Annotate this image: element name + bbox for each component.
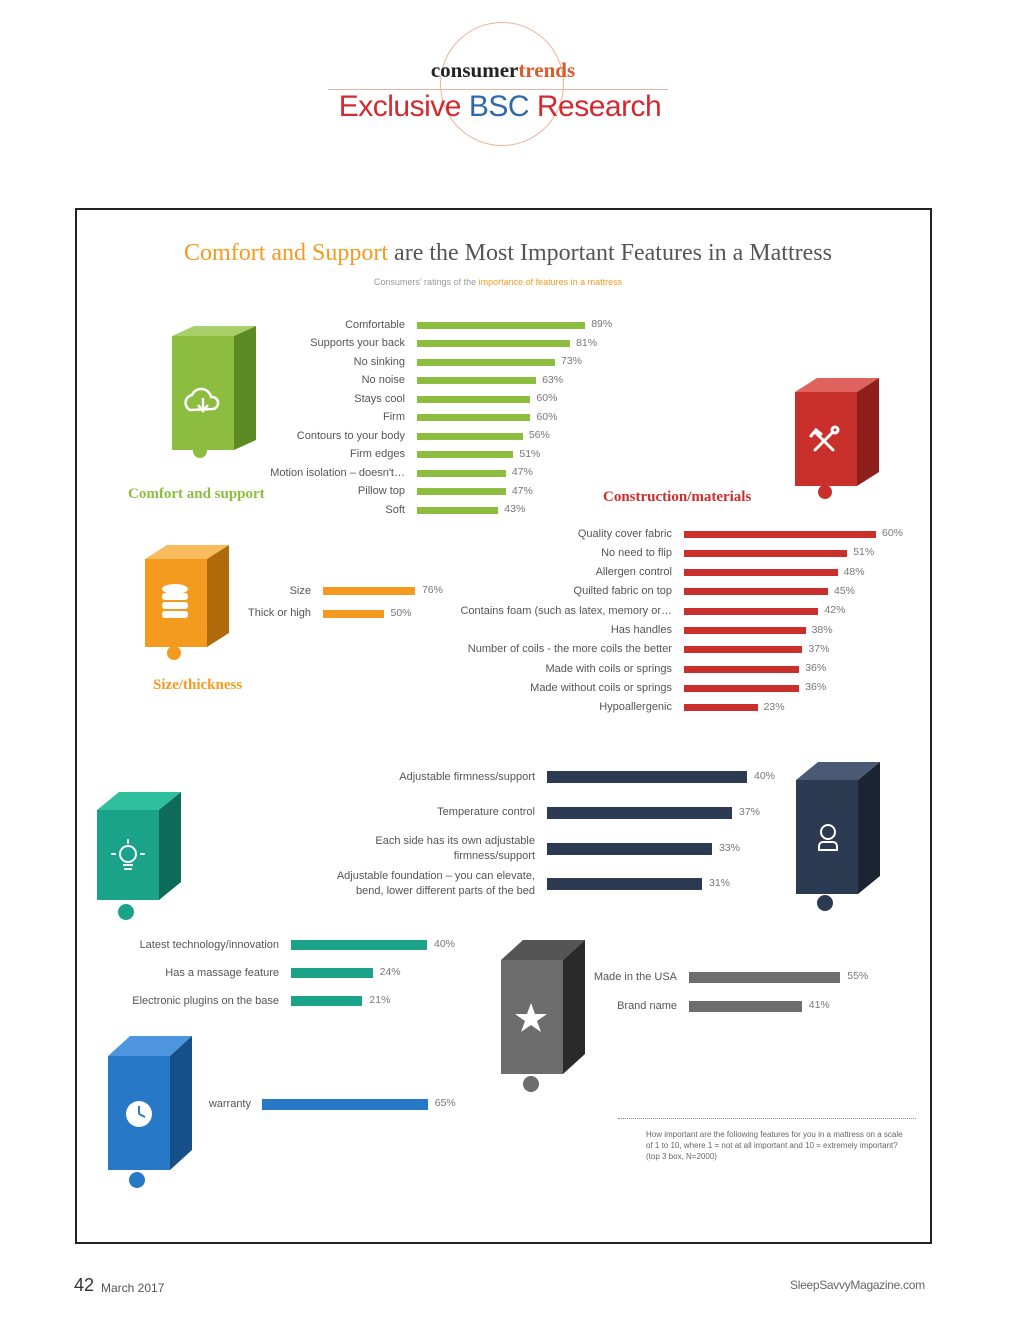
bar-label <box>209 1097 251 1112</box>
bar <box>291 996 362 1006</box>
bar-label <box>574 584 672 599</box>
bar-label-line: Quality cover fabric <box>577 527 672 540</box>
bar-label-line: No need to flip <box>601 546 672 559</box>
bar-value-label: 42% <box>824 604 846 617</box>
bar-label <box>290 584 311 599</box>
bar-label <box>358 484 405 499</box>
bar <box>417 414 530 421</box>
bar-value-label: 47% <box>511 466 533 478</box>
section-kicker <box>0 58 1006 83</box>
title-word3: Research <box>536 90 662 123</box>
bar <box>684 685 799 692</box>
bar <box>417 470 506 477</box>
bar-value-label: 81% <box>576 336 598 349</box>
bar-value-label: 50% <box>390 606 412 619</box>
bar-label <box>530 681 672 696</box>
bar <box>689 972 840 983</box>
bar <box>417 322 585 329</box>
bar-value-label: 89% <box>591 318 613 330</box>
bar-label <box>617 999 677 1014</box>
bar <box>684 550 847 557</box>
bar-label <box>375 834 535 864</box>
chart-subtitle-plain: Consumers' ratings of the <box>373 277 479 287</box>
bar-label-line: Contains foam (such as latex, memory or… <box>460 604 672 617</box>
bar <box>417 451 513 458</box>
bar-label-line: warranty <box>208 1097 251 1110</box>
bar <box>547 878 702 890</box>
bar-label <box>545 662 672 677</box>
bar-value-label: 43% <box>504 503 526 515</box>
bar-label-line: No noise <box>361 374 405 386</box>
bar-label <box>132 994 279 1009</box>
group-title-comfort: Comfort and support <box>128 486 265 502</box>
section-title <box>0 90 1000 124</box>
bar-value-label: 55% <box>847 970 869 982</box>
bar-label <box>578 527 672 542</box>
survey-note: How important are the following features for you in a mattress on a scale of 1 to 10, where 1 = not at all important and 10 = extremely important? (top 3 box, N=2000) <box>646 1130 903 1161</box>
bar-label <box>599 700 672 715</box>
bar <box>417 340 570 347</box>
bar-label <box>594 970 677 985</box>
bar-label-line: Electronic plugins on the base <box>132 994 279 1007</box>
bar <box>684 704 758 711</box>
clock-icon <box>126 1101 152 1127</box>
bar-label <box>345 318 405 333</box>
brand-box-icon <box>497 938 589 1094</box>
bar-label <box>248 606 311 621</box>
bar-value-label: 51% <box>853 546 875 559</box>
innovation-box-icon <box>93 790 185 922</box>
bar-value-label: 21% <box>369 994 391 1006</box>
group-title-size: Size/thickness <box>153 677 243 693</box>
page-number: 42 <box>74 1275 95 1295</box>
warranty-box-icon <box>104 1034 196 1190</box>
bar-label <box>354 355 405 370</box>
bar-label-line: bend, lower different parts of the bed <box>356 885 535 898</box>
title-word2: BSC <box>468 90 529 123</box>
bar-label-line: firmness/support <box>453 849 535 862</box>
bar-label-line: Latest technology/innovation <box>139 938 279 951</box>
bar-label <box>354 392 405 407</box>
bar <box>262 1099 428 1110</box>
bar-label-line: Thick or high <box>248 607 311 619</box>
bar <box>323 587 415 595</box>
adjustable-box-icon <box>792 760 884 912</box>
bar <box>547 771 747 783</box>
bar <box>291 968 373 978</box>
bar-label-line: Made with coils or springs <box>545 662 672 675</box>
bar-label-line: Has handles <box>610 624 672 636</box>
bar-value-label: 37% <box>808 642 830 655</box>
bar-label-line: Adjustable foundation – you can elevate, <box>336 870 535 883</box>
bar-label-line: Hypoallergenic <box>599 701 672 714</box>
bar-label-line: No sinking <box>353 355 405 368</box>
bar-label-line: Size <box>289 584 311 597</box>
bar-value-label: 24% <box>379 966 401 978</box>
bar <box>547 843 712 855</box>
bar-label-line: Quilted fabric on top <box>573 585 672 598</box>
bar-label <box>468 642 672 657</box>
bar-label-line: Brand name <box>617 999 677 1012</box>
bar-label <box>337 869 535 899</box>
bar-label-line: Has a massage feature <box>165 966 279 979</box>
bar-value-label: 36% <box>805 681 827 694</box>
bar-value-label: 60% <box>536 410 558 423</box>
bar-value-label: 47% <box>511 484 533 497</box>
bar-label <box>350 447 405 462</box>
bar-label <box>297 429 405 444</box>
note-divider <box>618 1118 916 1119</box>
bar <box>684 588 828 595</box>
bar-label-line: Firm <box>383 411 405 423</box>
bar-value-label: 33% <box>719 841 741 854</box>
bar-label-line: Made without coils or springs <box>530 681 672 694</box>
bar-label-line: Comfortable <box>345 318 405 331</box>
bar-value-label: 40% <box>434 938 456 950</box>
chart-title-rest: are the Most Important Features in a Mattress <box>388 240 832 266</box>
bar-label-line: Allergen control <box>595 566 672 579</box>
header-circle <box>440 22 564 146</box>
bar-label <box>362 373 405 388</box>
bar-label <box>399 770 535 785</box>
bar <box>684 627 806 634</box>
bar <box>684 608 818 615</box>
bar-label <box>460 604 672 619</box>
bar-label <box>611 623 672 638</box>
bar-label-line: Made in the USA <box>593 970 677 983</box>
bar-value-label: 63% <box>542 373 564 386</box>
kicker-part2: trends <box>518 58 576 82</box>
group-title-construction: Construction/materials <box>603 489 752 505</box>
bar <box>417 488 506 495</box>
issue-date: March 2017 <box>101 1281 165 1295</box>
bar-value-label: 56% <box>528 429 550 441</box>
bar-value-label: 60% <box>536 392 558 404</box>
bar-label-line: Stays cool <box>354 392 405 405</box>
bar <box>684 531 876 538</box>
title-word1: Exclusive <box>338 90 461 123</box>
bar <box>684 569 838 576</box>
bar-label-line: Motion isolation – doesn't… <box>270 466 405 479</box>
bar-label <box>165 966 279 981</box>
bar-value-label: 45% <box>834 584 856 597</box>
bar-value-label: 38% <box>811 623 833 636</box>
bar-value-label: 40% <box>754 770 776 782</box>
bar-label-line: Adjustable firmness/support <box>399 770 535 783</box>
bar-label-line: Each side has its own adjustable <box>375 834 535 847</box>
bar-value-label: 23% <box>763 700 785 713</box>
size-box-icon <box>141 543 233 661</box>
bar <box>417 359 555 366</box>
bar <box>684 646 802 653</box>
bar-label <box>437 805 535 820</box>
bar-value-label: 73% <box>560 355 582 367</box>
chart-subtitle <box>0 277 996 287</box>
bar <box>689 1001 802 1012</box>
bar-label-line: Firm edges <box>349 448 405 460</box>
bar-value-label: 65% <box>434 1097 456 1109</box>
bar-label <box>383 410 405 425</box>
bar-label-line: Temperature control <box>437 806 535 819</box>
bar-value-label: 31% <box>709 877 731 890</box>
bar <box>417 396 530 403</box>
chart-subtitle-accent: importance of features in a mattress <box>478 277 623 287</box>
bar-value-label: 41% <box>808 999 830 1011</box>
site-url: SleepSavvyMagazine.com <box>790 1278 925 1292</box>
bar <box>547 807 732 819</box>
bar <box>417 433 523 440</box>
bar-value-label: 60% <box>882 527 904 539</box>
bar <box>323 610 384 618</box>
chart-title-accent: Comfort and Support <box>184 240 389 266</box>
bar-label-line: Contours to your body <box>296 429 405 442</box>
bar-label <box>270 466 405 481</box>
comfort-box-icon <box>168 324 260 462</box>
bar-value-label: 76% <box>421 584 443 596</box>
chart-title <box>0 240 1016 267</box>
bar-label <box>310 336 405 351</box>
bar <box>417 507 498 514</box>
bar-label <box>140 938 279 953</box>
bar-label-line: Supports your back <box>310 337 405 349</box>
kicker-part1: consumer <box>430 58 519 82</box>
bar-label <box>596 565 672 580</box>
bar-value-label: 51% <box>519 447 541 460</box>
bar-label-line: Soft <box>385 503 405 516</box>
bar-value-label: 37% <box>739 805 761 818</box>
bar-label-line: Pillow top <box>357 485 405 497</box>
bar-value-label: 48% <box>843 565 865 578</box>
bar <box>291 940 427 950</box>
bar-value-label: 36% <box>805 662 827 675</box>
bar-label <box>601 546 672 561</box>
bar <box>417 377 536 384</box>
bar <box>684 666 799 673</box>
construction-box-icon <box>791 376 883 504</box>
bar-label-line: Number of coils - the more coils the better <box>467 643 672 656</box>
bar-label <box>385 503 405 518</box>
